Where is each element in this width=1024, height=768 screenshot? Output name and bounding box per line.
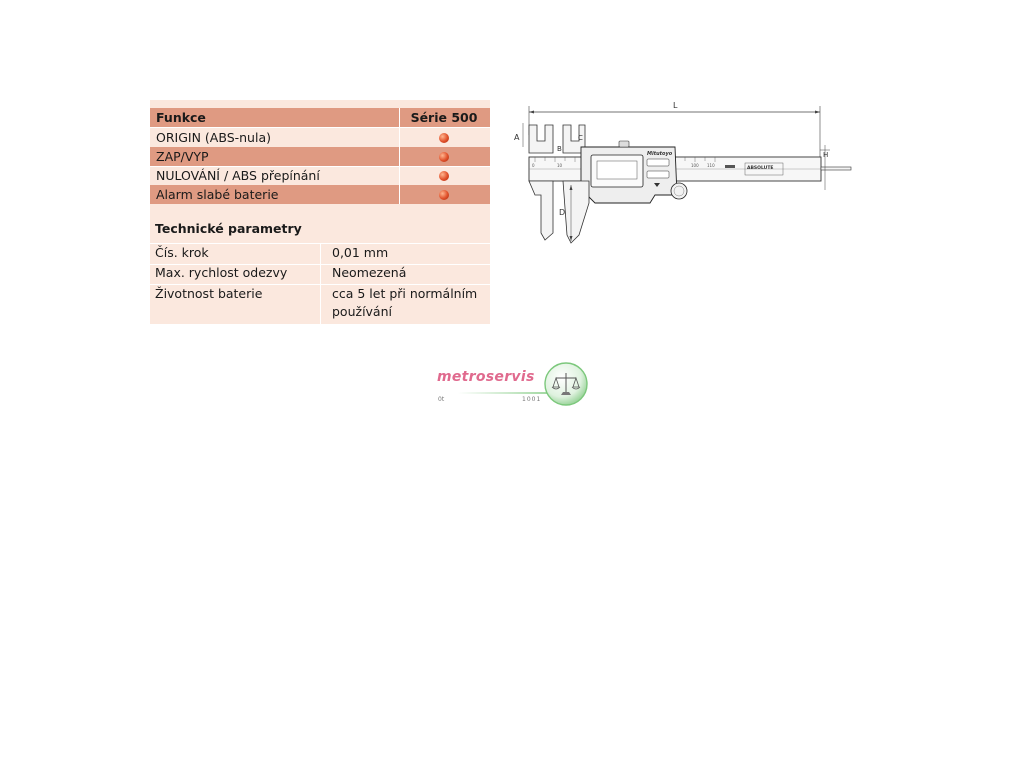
brand-label: Mitutoyo bbox=[647, 151, 673, 157]
supported-dot-icon bbox=[439, 190, 449, 200]
function-row bbox=[150, 147, 490, 166]
svg-text:110: 110 bbox=[707, 163, 715, 168]
function-label: NULOVÁNÍ / ABS přepínání bbox=[156, 168, 320, 183]
dimension-D-label: D bbox=[559, 208, 566, 217]
specification-panel bbox=[150, 100, 490, 324]
dimension-H-label: H bbox=[823, 151, 829, 159]
parameter-value: Neomezená bbox=[332, 265, 407, 280]
series-header-label: Série 500 bbox=[410, 110, 478, 125]
parameter-label: Čís. krok bbox=[155, 245, 209, 260]
function-row bbox=[150, 128, 490, 147]
supported-dot-icon bbox=[439, 152, 449, 162]
dimension-C-label: C bbox=[578, 134, 583, 142]
scales-emblem-icon bbox=[543, 361, 589, 407]
function-label: ZAP/VYP bbox=[156, 149, 209, 164]
function-label: ORIGIN (ABS-nula) bbox=[156, 130, 271, 145]
svg-text:100: 100 bbox=[691, 163, 699, 168]
function-row bbox=[150, 185, 490, 204]
supported-dot-icon bbox=[439, 133, 449, 143]
function-label: Alarm slabé baterie bbox=[156, 187, 279, 202]
dimension-A-label: A bbox=[514, 133, 520, 142]
svg-text:10: 10 bbox=[557, 163, 563, 168]
svg-text:0: 0 bbox=[532, 163, 535, 168]
absolute-mode-label: ABSOLUTE bbox=[747, 166, 774, 171]
functions-header-row bbox=[150, 108, 490, 127]
functions-header-label: Funkce bbox=[156, 110, 206, 125]
logo-left-text: 0t bbox=[438, 396, 445, 403]
dimension-L-label: L bbox=[673, 101, 678, 110]
logo-name: metroservis bbox=[437, 369, 535, 385]
technical-parameters-title: Technické parametry bbox=[155, 221, 302, 236]
logo-right-text: 1001 bbox=[522, 396, 542, 403]
supported-dot-icon bbox=[439, 171, 449, 181]
function-row bbox=[150, 166, 490, 185]
digital-caliper-diagram bbox=[505, 95, 860, 250]
parameter-value: cca 5 let při normálním používání bbox=[332, 286, 478, 319]
metroservis-logo bbox=[430, 358, 595, 410]
dimension-B-label: B bbox=[557, 145, 562, 153]
parameter-label: Max. rychlost odezvy bbox=[155, 265, 288, 280]
parameter-value: 0,01 mm bbox=[332, 245, 389, 260]
parameter-label: Životnost baterie bbox=[155, 286, 263, 301]
